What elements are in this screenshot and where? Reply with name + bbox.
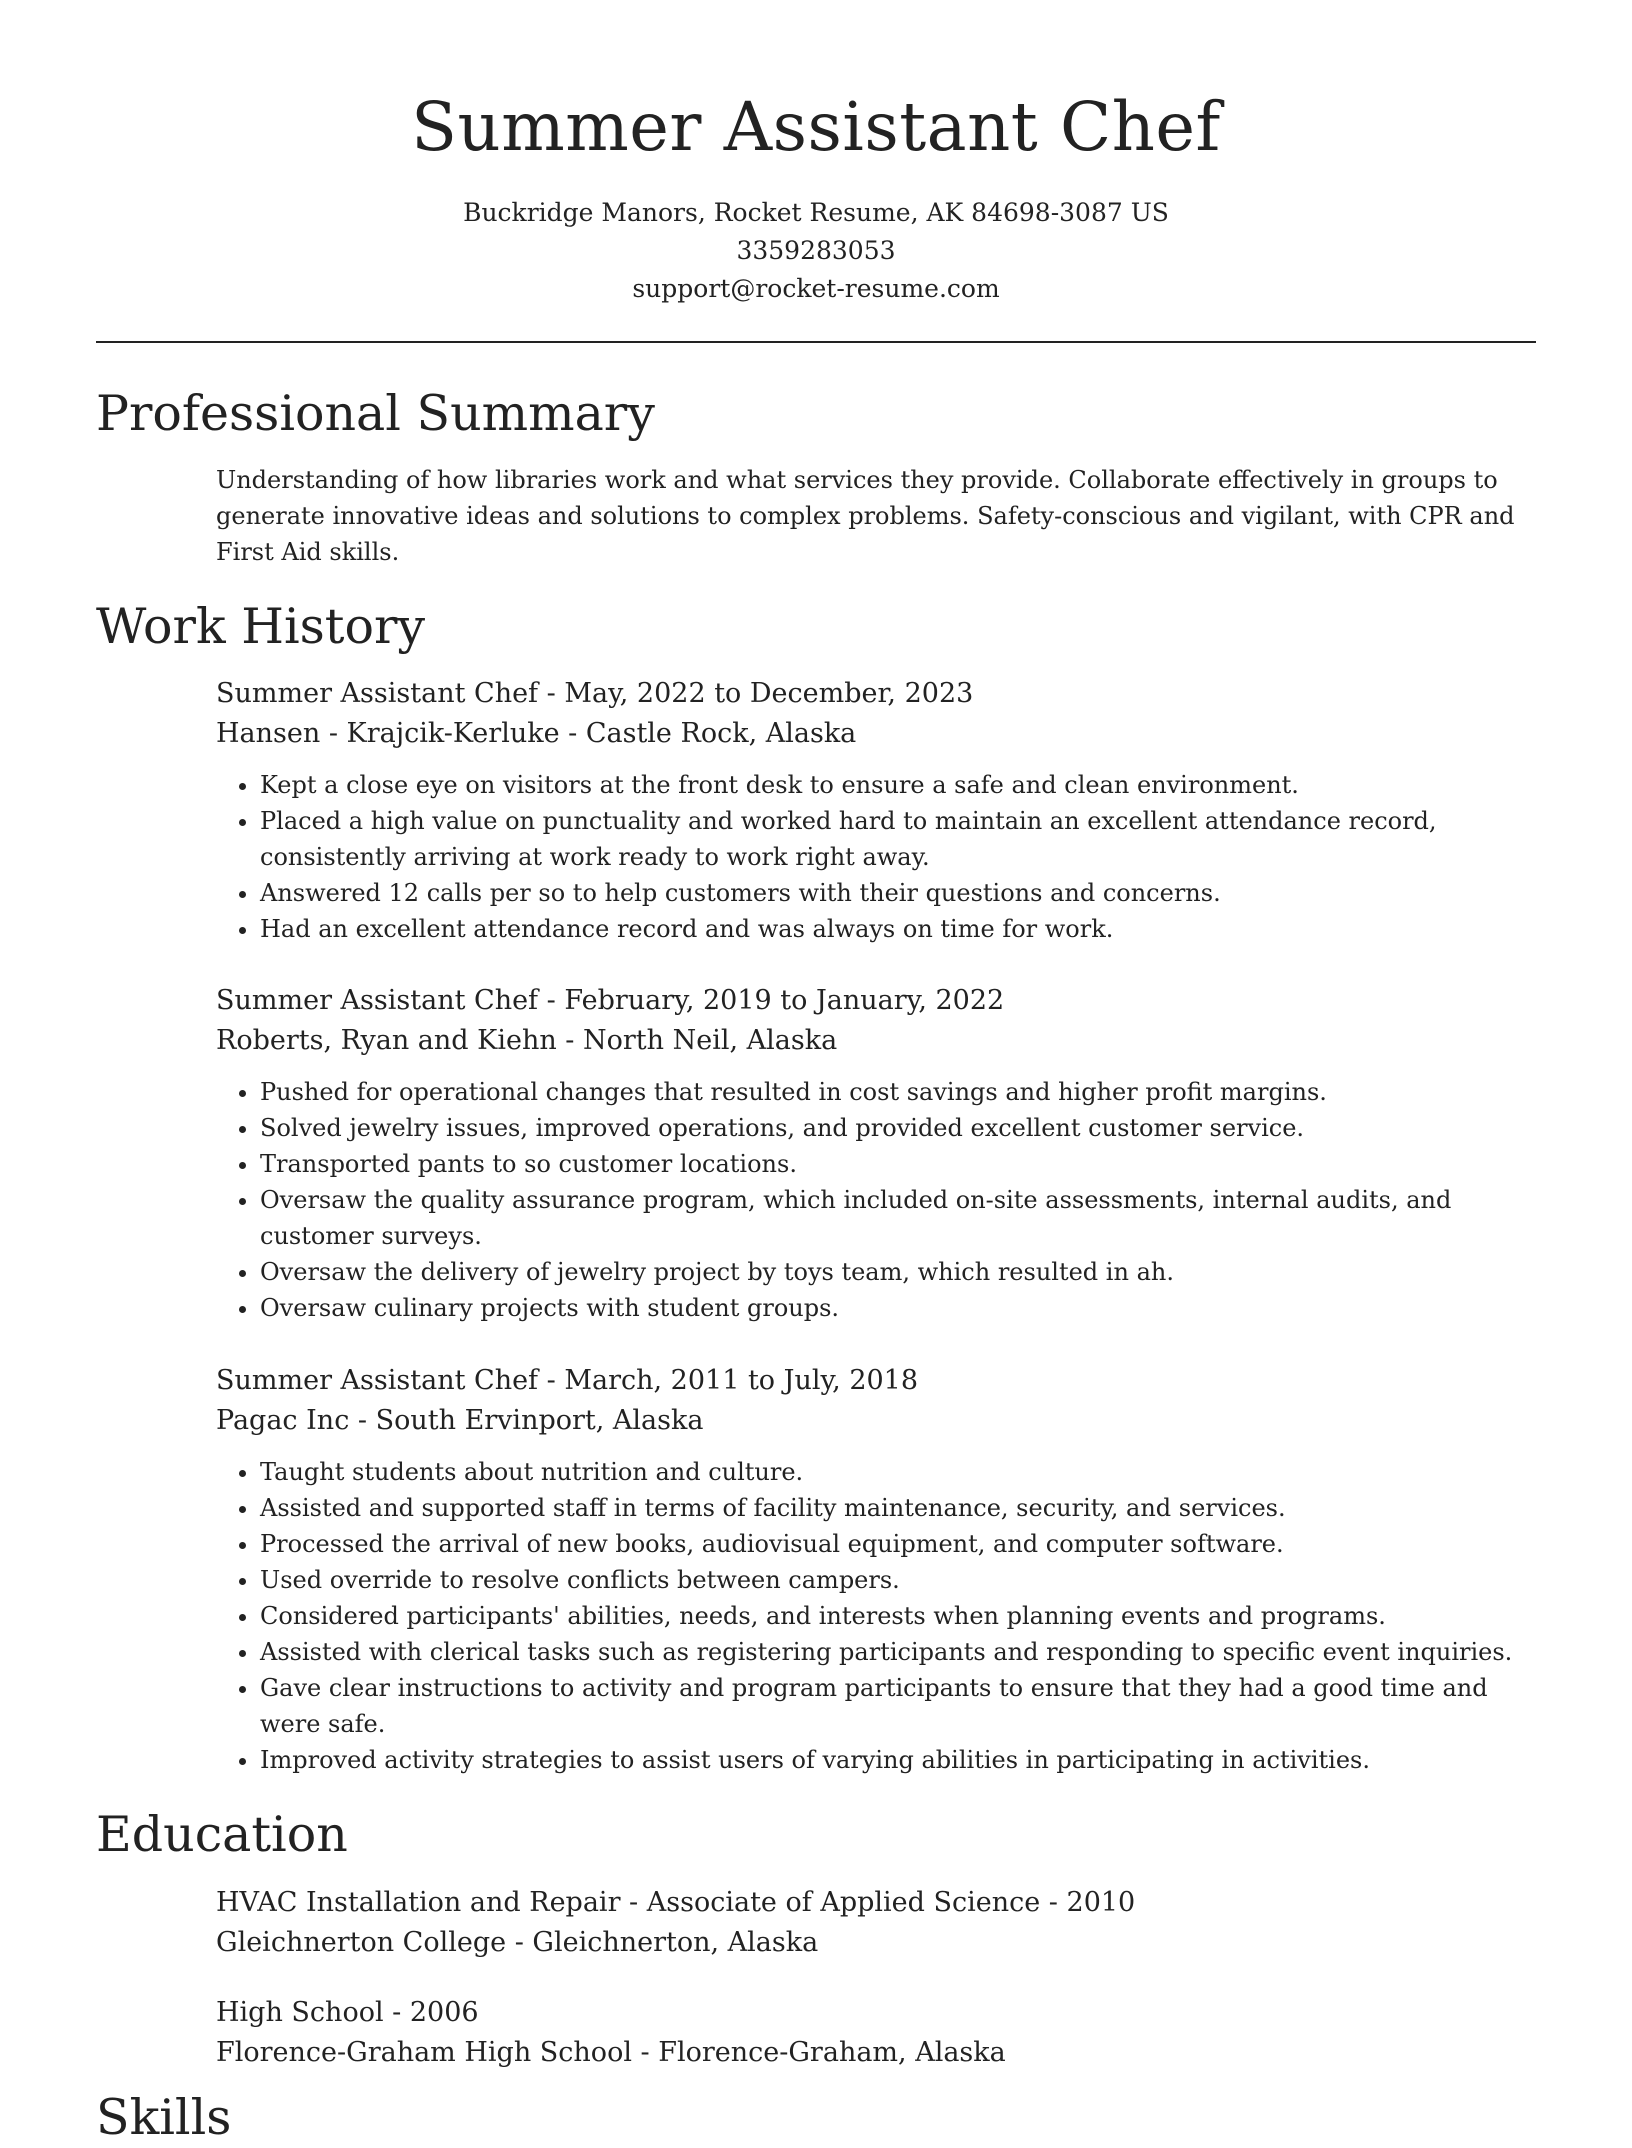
education-degree-line: High School - 2006 bbox=[216, 1997, 479, 2028]
job-bullets bbox=[216, 1454, 1536, 1778]
job-bullet: • Transported pants to so customer locations. bbox=[260, 1146, 1536, 1182]
job-title-line: Summer Assistant Chef - May, 2022 to December, 2023 bbox=[216, 678, 974, 709]
job-employer-line: Roberts, Ryan and Kiehn - North Neil, Alaska bbox=[216, 1025, 838, 1056]
job-bullet: • Improved activity strategies to assist users of varying abilities in participating in activities. bbox=[260, 1742, 1536, 1778]
job-bullet: • Pushed for operational changes that resulted in cost savings and higher profit margins. bbox=[260, 1074, 1536, 1110]
job-bullet: • Had an excellent attendance record and was always on time for work. bbox=[260, 911, 1536, 947]
job-employer-line: Hansen - Krajcik-Kerluke - Castle Rock, Alaska bbox=[216, 718, 857, 749]
job-bullet: • Kept a close eye on visitors at the front desk to ensure a safe and clean environment. bbox=[260, 767, 1536, 803]
job-bullet: • Solved jewelry issues, improved operations, and provided excellent customer service. bbox=[260, 1110, 1536, 1146]
section-title-skills: Skills bbox=[96, 2089, 232, 2146]
job-bullet: • Placed a high value on punctuality and worked hard to maintain an excellent attendance record, consistently arriving at work ready to work right away. bbox=[260, 803, 1536, 875]
header-divider bbox=[96, 341, 1536, 343]
job-title-line: Summer Assistant Chef - February, 2019 to January, 2022 bbox=[216, 985, 1005, 1016]
job-bullet: • Considered participants' abilities, needs, and interests when planning events and programs. bbox=[260, 1598, 1536, 1634]
job-bullet: • Taught students about nutrition and culture. bbox=[260, 1454, 1536, 1490]
job-bullet: • Answered 12 calls per so to help customers with their questions and concerns. bbox=[260, 875, 1536, 911]
section-title-summary: Professional Summary bbox=[96, 385, 655, 442]
candidate-name: Summer Assistant Chef bbox=[411, 88, 1221, 166]
contact-email[interactable]: support@rocket-resume.com bbox=[632, 274, 1000, 303]
job-bullet: • Used override to resolve conflicts between campers. bbox=[260, 1562, 1536, 1598]
job-bullet: • Oversaw the delivery of jewelry project by toys team, which resulted in ah. bbox=[260, 1254, 1536, 1290]
job-title-line: Summer Assistant Chef - March, 2011 to July, 2018 bbox=[216, 1365, 919, 1396]
job-bullet: • Gave clear instructions to activity and program participants to ensure that they had a good time and were safe. bbox=[260, 1670, 1536, 1742]
education-entry bbox=[216, 1883, 1536, 1963]
job-bullets bbox=[216, 767, 1536, 947]
job-bullet: • Assisted with clerical tasks such as registering participants and responding to specific event inquiries. bbox=[260, 1634, 1536, 1670]
job-bullet: • Oversaw culinary projects with student groups. bbox=[260, 1290, 1536, 1326]
job-entry bbox=[216, 981, 1536, 1326]
summary-block bbox=[216, 462, 1536, 570]
job-entry bbox=[216, 674, 1536, 947]
job-employer-line: Pagac Inc - South Ervinport, Alaska bbox=[216, 1405, 704, 1436]
contact-phone: 3359283053 bbox=[736, 236, 896, 265]
job-entry bbox=[216, 1361, 1536, 1778]
education-degree-line: HVAC Installation and Repair - Associate of Applied Science - 2010 bbox=[216, 1887, 1136, 1918]
summary-text: Understanding of how libraries work and what services they provide. Collaborate effectively in groups to generate innovative ideas and solutions to complex problems. Safety-conscious and vigilant, with CPR and First Aid skills. bbox=[216, 466, 1515, 566]
job-bullet: • Assisted and supported staff in terms of facility maintenance, security, and services. bbox=[260, 1490, 1536, 1526]
section-title-work-history: Work History bbox=[96, 598, 426, 655]
section-title-education: Education bbox=[96, 1806, 348, 1863]
job-bullet: • Processed the arrival of new books, audiovisual equipment, and computer software. bbox=[260, 1526, 1536, 1562]
contact-address: Buckridge Manors, Rocket Resume, AK 84698-3087 US bbox=[463, 198, 1169, 227]
job-bullet: • Oversaw the quality assurance program, which included on-site assessments, internal audits, and customer surveys. bbox=[260, 1182, 1536, 1254]
education-school-line: Florence-Graham High School - Florence-Graham, Alaska bbox=[216, 2037, 1006, 2068]
job-bullets bbox=[216, 1074, 1536, 1326]
resume-header bbox=[96, 82, 1536, 308]
education-entry bbox=[216, 1993, 1536, 2073]
education-school-line: Gleichnerton College - Gleichnerton, Alaska bbox=[216, 1927, 819, 1958]
